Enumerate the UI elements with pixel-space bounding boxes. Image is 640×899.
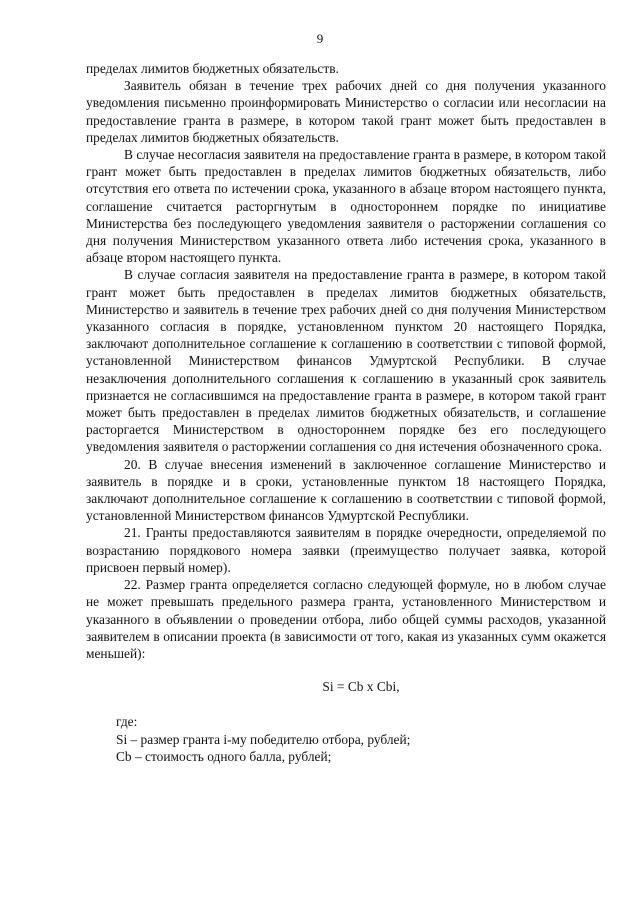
where-label: где: xyxy=(116,714,138,730)
paragraph-item-22: 22. Размер гранта определяется согласно следующей формуле, но в любом случае не может превышать предельного размера гранта, установленного Министерством и указанного в объявлении о проведении отбора, либо общей суммы расходов, указанной заявителем в описании проекта (в зависимости от того, какая из указанных сумм окажется меньшей): xyxy=(86,577,606,661)
grant-formula: Si = Cb x Cbi, xyxy=(322,679,400,695)
page-number: 9 xyxy=(316,31,324,46)
definition-line: Si – размер гранта i-му победителю отбора, рублей; xyxy=(116,731,411,747)
paragraph-item-21: 21. Гранты предоставляются заявителям в порядке очередности, определяемой по возрастанию порядкового номера заявки (преимущество получает заявка, которой присвоен первый номер). xyxy=(86,525,606,575)
paragraph: В случае согласия заявителя на предоставление гранта в размере, в котором такой грант может быть предоставлен в пределах лимитов бюджетных обязательств, Министерство и заявитель в течение трех рабочих дней со дня получения Министерством указанного согласия в порядке, установленном пунктом 20 настоящего Порядка, заключают дополнительное соглашение к соглашению в соответствии с типовой формой, установленной Министерством финансов Удмуртской Республики. В случае незаключения дополнительного соглашения к соглашению в указанный срок заявитель признается не согласившимся на предоставление гранта в размере, в котором такой грант может быть предоставлен в пределах лимитов бюджетных обязательств, и соглашение расторгается Министерством в одностороннем порядке без его последующего уведомления заявителя о расторжении соглашения со дня истечения обозначенного срока. xyxy=(86,267,606,455)
definition-line: Cb – стоимость одного балла, рублей; xyxy=(116,748,332,764)
paragraph-item-20: 20. В случае внесения изменений в заключенное соглашение Министерство и заявитель в порядке и в сроки, установленные пунктом 18 настоящего Порядка, заключают дополнительное соглашение к соглашению в соответствии с типовой формой, установленной Министерством финансов Удмуртской Республики. xyxy=(86,456,606,524)
paragraph: Заявитель обязан в течение трех рабочих дней со дня получения указанного уведомления письменно проинформировать Министерство о согласии или несогласии на предоставление гранта в размере, в котором такой грант может быть предоставлен в пределах лимитов бюджетных обязательств. xyxy=(86,78,606,145)
paragraph: В случае несогласия заявителя на предоставление гранта в размере, в котором такой грант может быть предоставлен в пределах лимитов бюджетных обязательств, либо отсутствия его ответа по истечении срока, указанного в абзаце втором настоящего пункта, соглашение считается расторгнутым в одностороннем порядке по инициативе Министерства без последующего уведомления заявителя о расторжении соглашения со дня получения Министерством указанного ответа либо истечения срока, указанного в абзаце втором настоящего пункта. xyxy=(86,147,606,266)
paragraph-continuation: пределах лимитов бюджетных обязательств. xyxy=(86,61,339,76)
document-body xyxy=(86,60,606,765)
